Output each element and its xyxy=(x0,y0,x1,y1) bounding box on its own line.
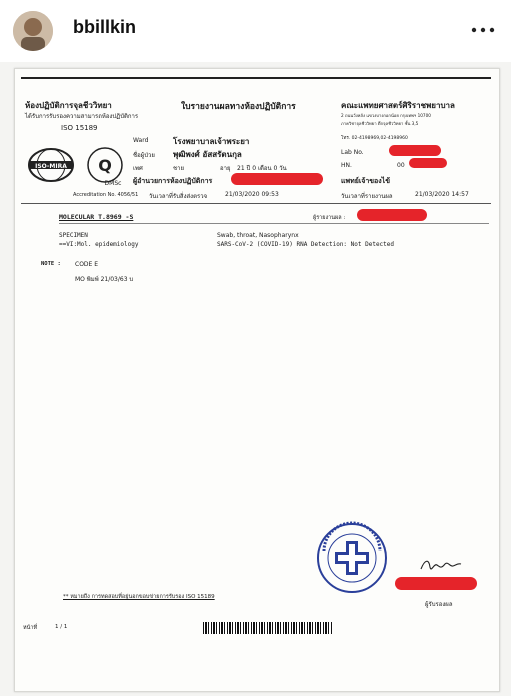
lab-no-label: Lab No. xyxy=(341,149,364,156)
svg-text:Q: Q xyxy=(98,156,112,175)
specimen-label: SPECIMEN xyxy=(59,232,88,239)
patient-name-label: ชื่อผู้ป่วย xyxy=(133,152,155,159)
redaction-lab-no xyxy=(389,145,441,156)
report-title: ใบรายงานผลทางห้องปฏิบัติการ xyxy=(181,102,296,112)
report-time-value: 21/03/2020 14:57 xyxy=(415,191,469,198)
test-name: ==VI:Mol. epidemiology xyxy=(59,241,139,248)
hn-label: HN. xyxy=(341,162,352,169)
age-label: อายุ xyxy=(220,165,231,172)
doctor-label: แพทย์เจ้าของไข้ xyxy=(341,177,390,185)
test-result: SARS-CoV-2 (COVID-19) RNA Detection: Not Detected xyxy=(217,241,395,248)
redaction-reporter xyxy=(357,209,427,221)
hn-value: 00 xyxy=(397,162,405,169)
received-label: วันเวลาที่รับสิ่งส่งตรวจ xyxy=(149,193,208,200)
header-left-title: ห้องปฏิบัติการจุลชีววิทยา xyxy=(25,101,112,110)
faculty-department: ภาควิชาจุลชีววิทยา ตึกจุลชีววิทยา ชั้น 3,5 xyxy=(341,121,419,126)
redaction-requester xyxy=(231,173,323,185)
post-header xyxy=(0,0,511,62)
faculty-name: คณะแพทยศาสตร์ศิริราชพยาบาล xyxy=(341,101,455,110)
hospital-seal-icon xyxy=(315,521,389,595)
signer-label: ผู้รับรองผล xyxy=(425,601,453,608)
note-value: CODE E xyxy=(75,261,99,268)
dmsc-q-logo-icon xyxy=(83,145,127,187)
page-number: 1 / 1 xyxy=(55,624,68,630)
reporter-label: ผู้รายงานผล : xyxy=(313,215,346,221)
page-label: หน้าที่ xyxy=(23,625,38,631)
barcode xyxy=(203,622,333,634)
ward-label: Ward xyxy=(133,137,149,144)
faculty-phone: โทร. 02-4198969,02-4198960 xyxy=(341,136,408,141)
header-divider xyxy=(21,203,491,204)
header-left-subtitle: ได้รับการรับรองความสามารถห้องปฏิบัติการ xyxy=(25,113,139,120)
profile-avatar[interactable] xyxy=(13,11,53,51)
top-border-line xyxy=(21,77,491,79)
note-print-line: MO พิมพ์ 21/03/63 บ xyxy=(75,276,134,283)
svg-text:DMSc: DMSc xyxy=(104,180,122,187)
faculty-address: 2 ถนนวังหลัง แขวงบางกอกน้อย กรุงเทพฯ 10700 xyxy=(341,113,431,118)
redaction-signer xyxy=(395,577,477,590)
requester-label: ผู้อำนวยการห้องปฏิบัติการ xyxy=(133,177,213,185)
svg-text:ISO-MIRA: ISO-MIRA xyxy=(35,163,67,170)
footer-note: ** หมายถึง การทดสอบที่อยู่นอกขอบข่ายการรับรอง ISO 15189 xyxy=(63,594,215,600)
report-time-label: วันเวลาที่รายงานผล xyxy=(341,193,393,200)
age-value: 21 ปี 0 เดือน 0 วัน xyxy=(237,165,287,172)
iso-mira-logo-icon xyxy=(27,147,75,183)
sex-value: ชาย xyxy=(173,165,184,172)
iso-label: ISO 15189 xyxy=(61,124,98,132)
note-label: NOTE : xyxy=(41,261,61,267)
avatar-image xyxy=(13,11,53,51)
username[interactable]: bbillkin xyxy=(73,17,136,37)
received-value: 21/03/2020 09:53 xyxy=(225,191,279,198)
more-horizontal-icon[interactable] xyxy=(470,22,496,38)
patient-name-value: พุฒิพงศ์ อัสสรัตนกุล xyxy=(173,150,242,159)
signature-icon xyxy=(419,555,463,575)
sex-label: เพศ xyxy=(133,165,143,172)
accreditation-number: Accreditation No. 4056/51 xyxy=(73,192,139,198)
post-photo[interactable] xyxy=(0,62,511,696)
lab-report-document xyxy=(14,68,500,692)
ward-value: โรงพยาบาลเจ้าพระยา xyxy=(173,137,250,146)
test-code: MOLECULAR T.8969 -S xyxy=(59,213,134,221)
specimen-value: Swab, throat, Nasopharynx xyxy=(217,232,299,239)
test-divider xyxy=(59,223,489,224)
redaction-hn xyxy=(409,158,447,168)
